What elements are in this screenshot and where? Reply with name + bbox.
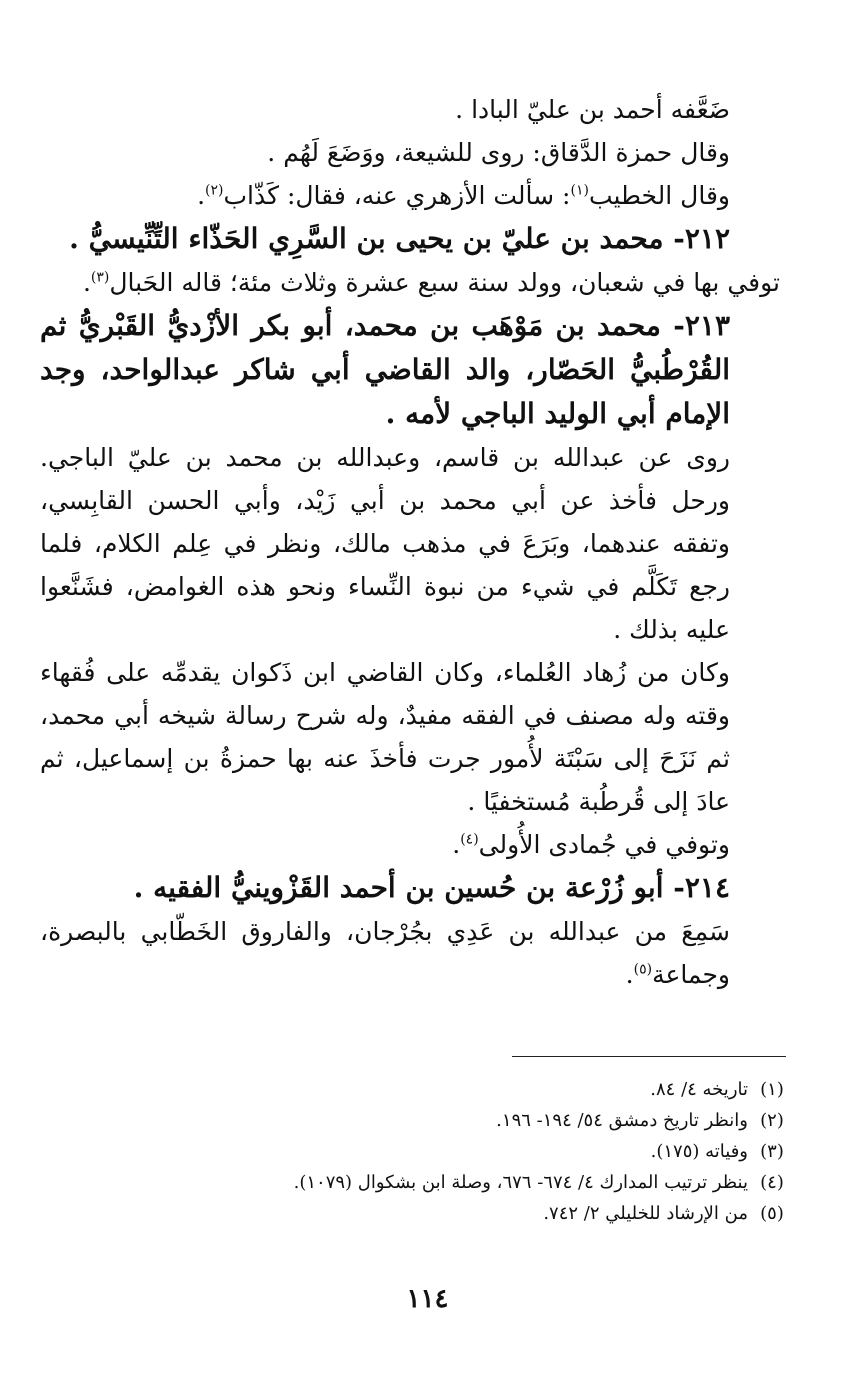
text-line-3-part-b: : سألت الأزهري عنه، فقال: كَذّاب <box>223 181 571 210</box>
footnote-3 <box>80 1136 786 1167</box>
text-line-3-end: . <box>197 181 206 210</box>
entry-heading-212: ٢١٢- محمد بن عليّ بن يحيى بن السَّرِي الحَذّاء التِّنِّيسيُّ . <box>69 222 730 255</box>
footnote-5 <box>80 1198 786 1229</box>
text-line-death <box>40 823 780 866</box>
text-line-2: وقال حمزة الدَّقاق: روى للشيعة، ووَضَعَ لَهُم . <box>267 138 730 167</box>
footnote-number: (٤) <box>760 1172 784 1193</box>
text-line-5 <box>40 261 780 304</box>
footnote-text: من الإرشاد للخليلي ٢/ ٧٤٢. <box>543 1203 748 1224</box>
footnote-ref-1[interactable]: (١) <box>570 182 589 199</box>
text-line-death-end: . <box>452 830 461 859</box>
footnote-text: وانظر تاريخ دمشق ٥٤/ ١٩٤- ١٩٦. <box>496 1110 748 1131</box>
footnote-4 <box>80 1167 786 1198</box>
paragraph-213-a: روى عن عبدالله بن قاسم، وعبدالله بن محمد بن عليّ الباجي. ورحل فأخذ عن أبي محمد بن أبي زَيْد، وأبي الحسن القابِسي، وتفقه عندهما، وبَرَعَ في مذهب مالك، ونظر في عِلم الكلام، فلما رجع تَكَلَّم في شيء من نبوة النِّساء ونحو هذه الغوامض، فشَنَّعوا عليه بذلك . <box>40 443 730 644</box>
paragraph-214-text: سَمِعَ من عبدالله بن عَدِي بجُرْجان، والفاروق الخَطّابي بالبصرة، وجماعة <box>40 917 730 989</box>
paragraph-214-end: . <box>625 960 634 989</box>
entry-heading-214: ٢١٤- أبو زُرْعة بن حُسين بن أحمد القَزْوينيُّ الفقيه . <box>133 871 730 904</box>
footnote-ref-3[interactable]: (٣) <box>90 269 110 286</box>
footnote-text: وفياته (١٧٥). <box>650 1141 748 1162</box>
footnote-1 <box>80 1074 786 1105</box>
text-line-1: ضَعَّفه أحمد بن عليّ البادا . <box>455 95 730 124</box>
footnotes <box>80 1074 786 1229</box>
paragraph-213-b: وكان من زُهاد العُلماء، وكان القاضي ابن ذَكوان يقدمِّه على فُقهاء وقته وله مصنف في الفقه مفيدٌ، وله شرح رسالة شيخه أبي محمد، ثم نَزَحَ إلى سَبْتَة لأُمور جرت فأخذَ عنه بها حمزةُ بن إسماعيل، ثم عادَ إلى قُرطُبة مُستخفيًا . <box>40 658 730 816</box>
footnote-ref-4[interactable]: (٤) <box>460 831 479 848</box>
footnote-text: ينظر ترتيب المدارك ٤/ ٦٧٤- ٦٧٦، وصلة ابن بشكوال (١٠٧٩). <box>293 1172 748 1193</box>
text-line-3-part-a: وقال الخطيب <box>588 181 730 210</box>
footnote-text: تاريخه ٤/ ٨٤. <box>650 1079 748 1100</box>
footnote-ref-5[interactable]: (٥) <box>633 961 653 978</box>
page-number: ١١٤ <box>406 1284 449 1314</box>
footnote-2 <box>80 1105 786 1136</box>
footnote-separator <box>512 1056 786 1057</box>
footnote-number: (١) <box>760 1079 784 1100</box>
footnote-ref-2[interactable]: (٢) <box>205 182 224 199</box>
text-line-5-end: . <box>82 268 91 297</box>
page-body <box>40 88 780 996</box>
text-line-death-part-a: وتوفي في جُمادى الأُولى <box>478 830 730 859</box>
paragraph-214 <box>40 910 780 996</box>
text-line-5-part-a: توفي بها في شعبان، وولد سنة سبع عشرة وثلاث مئة؛ قاله الحَبال <box>109 268 780 297</box>
footnote-number: (٥) <box>760 1203 784 1224</box>
footnote-number: (٢) <box>760 1110 784 1131</box>
text-line-3 <box>40 174 780 217</box>
footnote-number: (٣) <box>760 1141 784 1162</box>
entry-heading-213: ٢١٣- محمد بن مَوْهَب بن محمد، أبو بكر الأزْديُّ القَبْريُّ ثم القُرْطُبيُّ الحَصّار، والد القاضي أبي شاكر عبدالواحد، وجد الإمام أبي الوليد الباجي لأمه . <box>40 309 730 430</box>
